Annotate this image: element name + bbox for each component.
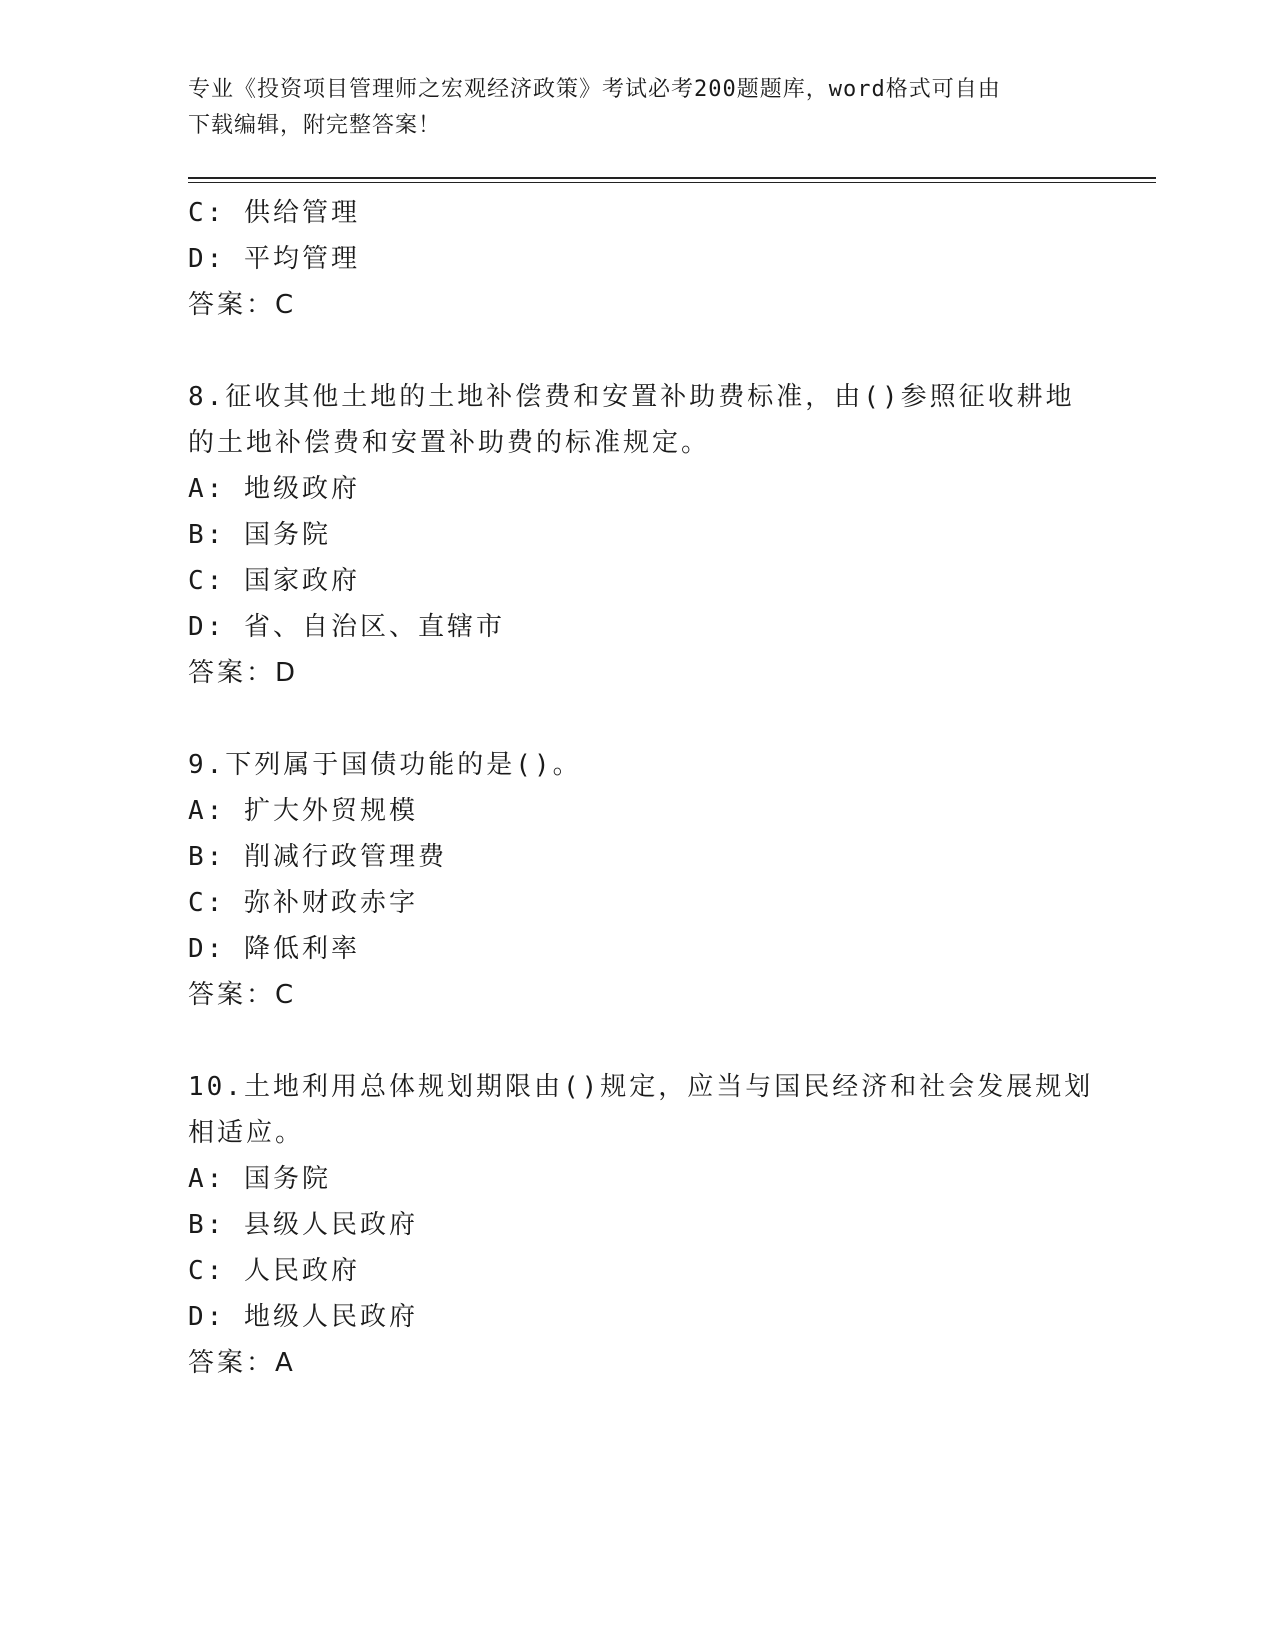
- question-stem-line-1: 10.土地利用总体规划期限由()规定，应当与国民经济和社会发展规划: [188, 1072, 1094, 1102]
- option-letter: B:: [188, 1210, 226, 1240]
- option-b: [188, 1202, 1088, 1248]
- question-stem-line-1: 9.下列属于国债功能的是()。: [188, 750, 582, 780]
- option-text: 地级政府: [243, 474, 360, 504]
- document-header: [188, 72, 1088, 144]
- option-letter: D:: [188, 934, 226, 964]
- header-line-2: 下载编辑，附完整答案！: [188, 113, 442, 138]
- option-letter: D:: [188, 612, 226, 642]
- option-c: [188, 190, 1088, 236]
- option-letter: C:: [188, 1256, 226, 1286]
- option-d: [188, 1294, 1088, 1340]
- option-text: 省、自治区、直辖市: [243, 612, 505, 642]
- carryover-block: [188, 190, 1088, 328]
- option-letter: B:: [188, 520, 226, 550]
- answer-label: 答案：: [188, 1348, 276, 1378]
- option-d: [188, 926, 1088, 972]
- answer-line: [188, 972, 1088, 1018]
- option-letter: A:: [188, 474, 226, 504]
- option-c: [188, 558, 1088, 604]
- option-c: [188, 880, 1088, 926]
- option-d: [188, 604, 1088, 650]
- option-text: 国务院: [243, 1164, 331, 1194]
- answer-value: C: [275, 980, 297, 1010]
- option-c: [188, 1248, 1088, 1294]
- option-letter: C:: [188, 198, 226, 228]
- option-text: 扩大外贸规模: [243, 796, 418, 826]
- question-content: [188, 190, 1094, 1432]
- option-a: [188, 788, 1088, 834]
- option-text: 平均管理: [243, 244, 360, 274]
- question-8: [188, 374, 1088, 696]
- question-stem-line-1: 8.征收其他土地的土地补偿费和安置补助费标准，由()参照征收耕地: [188, 382, 1075, 412]
- option-letter: B:: [188, 842, 226, 872]
- header-line-1: 专业《投资项目管理师之宏观经济政策》考试必考200题题库，word格式可自由: [188, 77, 1001, 102]
- option-a: [188, 1156, 1088, 1202]
- option-letter: C:: [188, 888, 226, 918]
- option-d: [188, 236, 1088, 282]
- option-text: 削减行政管理费: [243, 842, 447, 872]
- answer-line: [188, 650, 1088, 696]
- answer-label: 答案：: [188, 290, 276, 320]
- answer-value: A: [275, 1348, 296, 1378]
- question-9: [188, 742, 1088, 1018]
- option-text: 国家政府: [243, 566, 360, 596]
- option-letter: A:: [188, 796, 226, 826]
- answer-value: C: [275, 290, 297, 320]
- option-b: [188, 834, 1088, 880]
- header-rule-thin: [188, 182, 1156, 183]
- option-letter: C:: [188, 566, 226, 596]
- header-rule-thick: [188, 177, 1156, 179]
- option-text: 人民政府: [243, 1256, 360, 1286]
- answer-label: 答案：: [188, 658, 276, 688]
- question-10: [188, 1064, 1094, 1386]
- question-stem-line-2: 相适应。: [188, 1118, 305, 1148]
- option-letter: D:: [188, 1302, 226, 1332]
- option-text: 地级人民政府: [243, 1302, 418, 1332]
- option-a: [188, 466, 1088, 512]
- option-text: 降低利率: [243, 934, 360, 964]
- option-text: 国务院: [243, 520, 331, 550]
- question-stem-line-2: 的土地补偿费和安置补助费的标准规定。: [188, 428, 711, 458]
- answer-line: [188, 282, 1088, 328]
- option-text: 供给管理: [243, 198, 360, 228]
- option-letter: D:: [188, 244, 226, 274]
- option-text: 县级人民政府: [243, 1210, 418, 1240]
- answer-line: [188, 1340, 1088, 1386]
- option-b: [188, 512, 1088, 558]
- answer-value: D: [275, 658, 299, 688]
- option-text: 弥补财政赤字: [243, 888, 418, 918]
- answer-label: 答案：: [188, 980, 276, 1010]
- option-letter: A:: [188, 1164, 226, 1194]
